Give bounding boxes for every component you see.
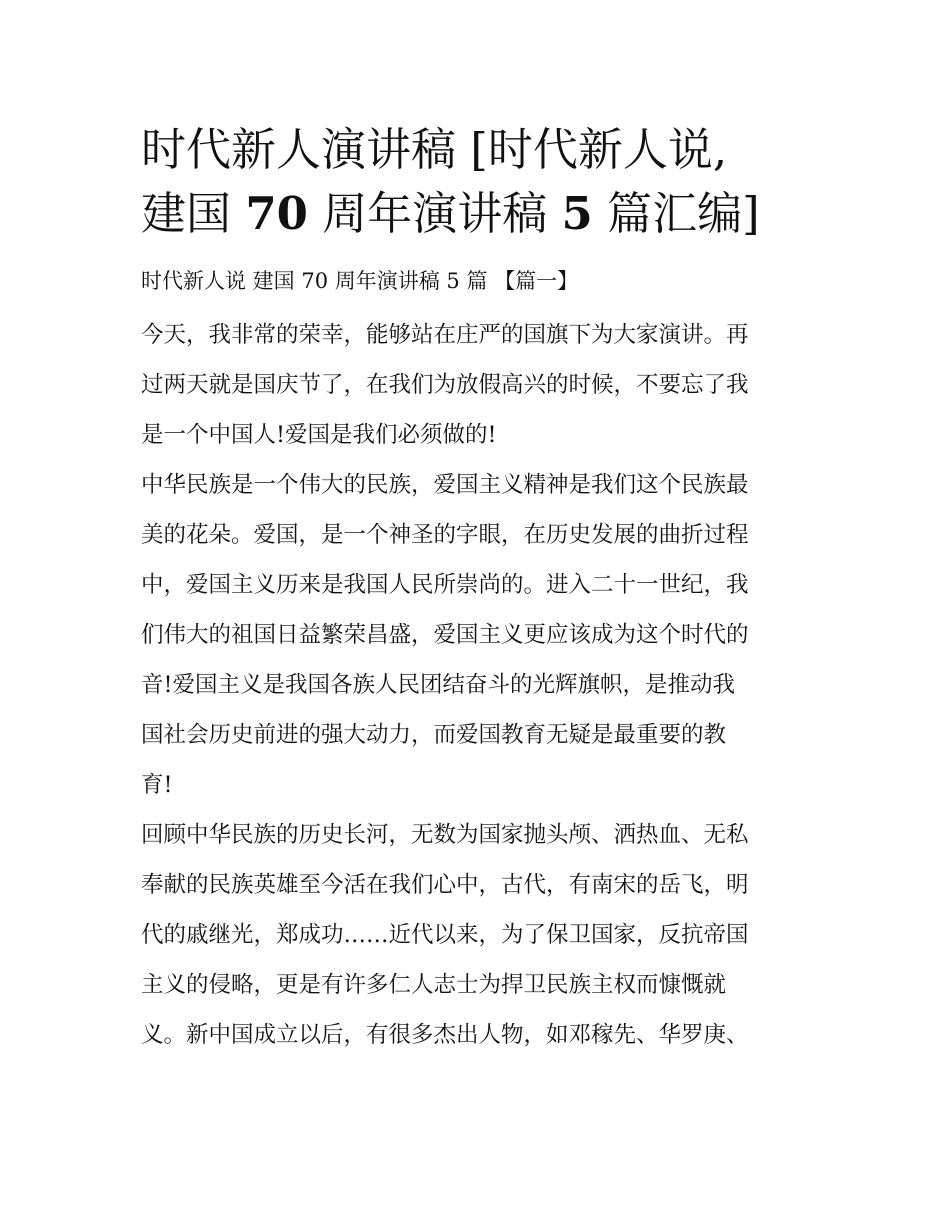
paragraph-2 [141,460,813,810]
paragraph-line: 国社会历史前进的强大动力，而爱国教育无疑是最重要的教 [141,722,727,748]
paragraph-line: 过两天就是国庆节了，在我们为放假高兴的时候，不要忘了我 [141,372,749,398]
paragraph-1 [141,310,813,460]
paragraph-line: 奉献的民族英雄至今活在我们心中，古代，有南宋的岳飞，明 [141,872,749,898]
paragraph-line: 们伟大的祖国日益繁荣昌盛，爱国主义更应该成为这个时代的 [141,622,749,648]
paragraph-line: 是一个中国人!爱国是我们必须做的! [141,422,497,448]
paragraph-line: 回顾中华民族的历史长河，无数为国家抛头颅、洒热血、无私 [141,822,749,848]
title-line-2-number-70: 70 [245,187,308,240]
document-body [141,118,813,1060]
title-line-2-part-e: 篇汇编] [592,187,760,240]
paragraph-3 [141,810,813,1060]
paragraph-line: 育! [141,772,173,798]
paragraph-line: 代的戚继光，郑成功……近代以来，为了保卫国家，反抗帝国 [141,922,749,948]
paragraph-line: 主义的侵略，更是有许多仁人志士为捍卫民族主权而慷慨就 [141,972,727,998]
title-line-2-part-c: 周年演讲稿 [307,187,562,240]
paragraph-line: 义。新中国成立以后，有很多杰出人物，如邓稼先、华罗庚、 [141,1022,749,1048]
title-line-2-number-5: 5 [561,187,593,240]
document-title [141,118,813,246]
paragraph-line: 中华民族是一个伟大的民族，爱国主义精神是我们这个民族最 [141,472,749,498]
paragraph-line: 中，爱国主义历来是我国人民所崇尚的。进入二十一世纪，我 [141,572,749,598]
paragraph-line: 音!爱国主义是我国各族人民团结奋斗的光辉旗帜，是推动我 [141,672,736,698]
paragraph-line: 今天，我非常的荣幸，能够站在庄严的国旗下为大家演讲。再 [141,322,749,348]
paragraph-line: 美的花朵。爱国，是一个神圣的字眼，在历史发展的曲折过程 [141,522,749,548]
title-line-2-part-a: 建国 [141,187,246,240]
title-line-1: 时代新人演讲稿 [时代新人说, [141,123,728,176]
section-heading: 时代新人说 建国 70 周年演讲稿 5 篇 【篇一】 [141,269,579,293]
title-line-2 [141,182,813,246]
